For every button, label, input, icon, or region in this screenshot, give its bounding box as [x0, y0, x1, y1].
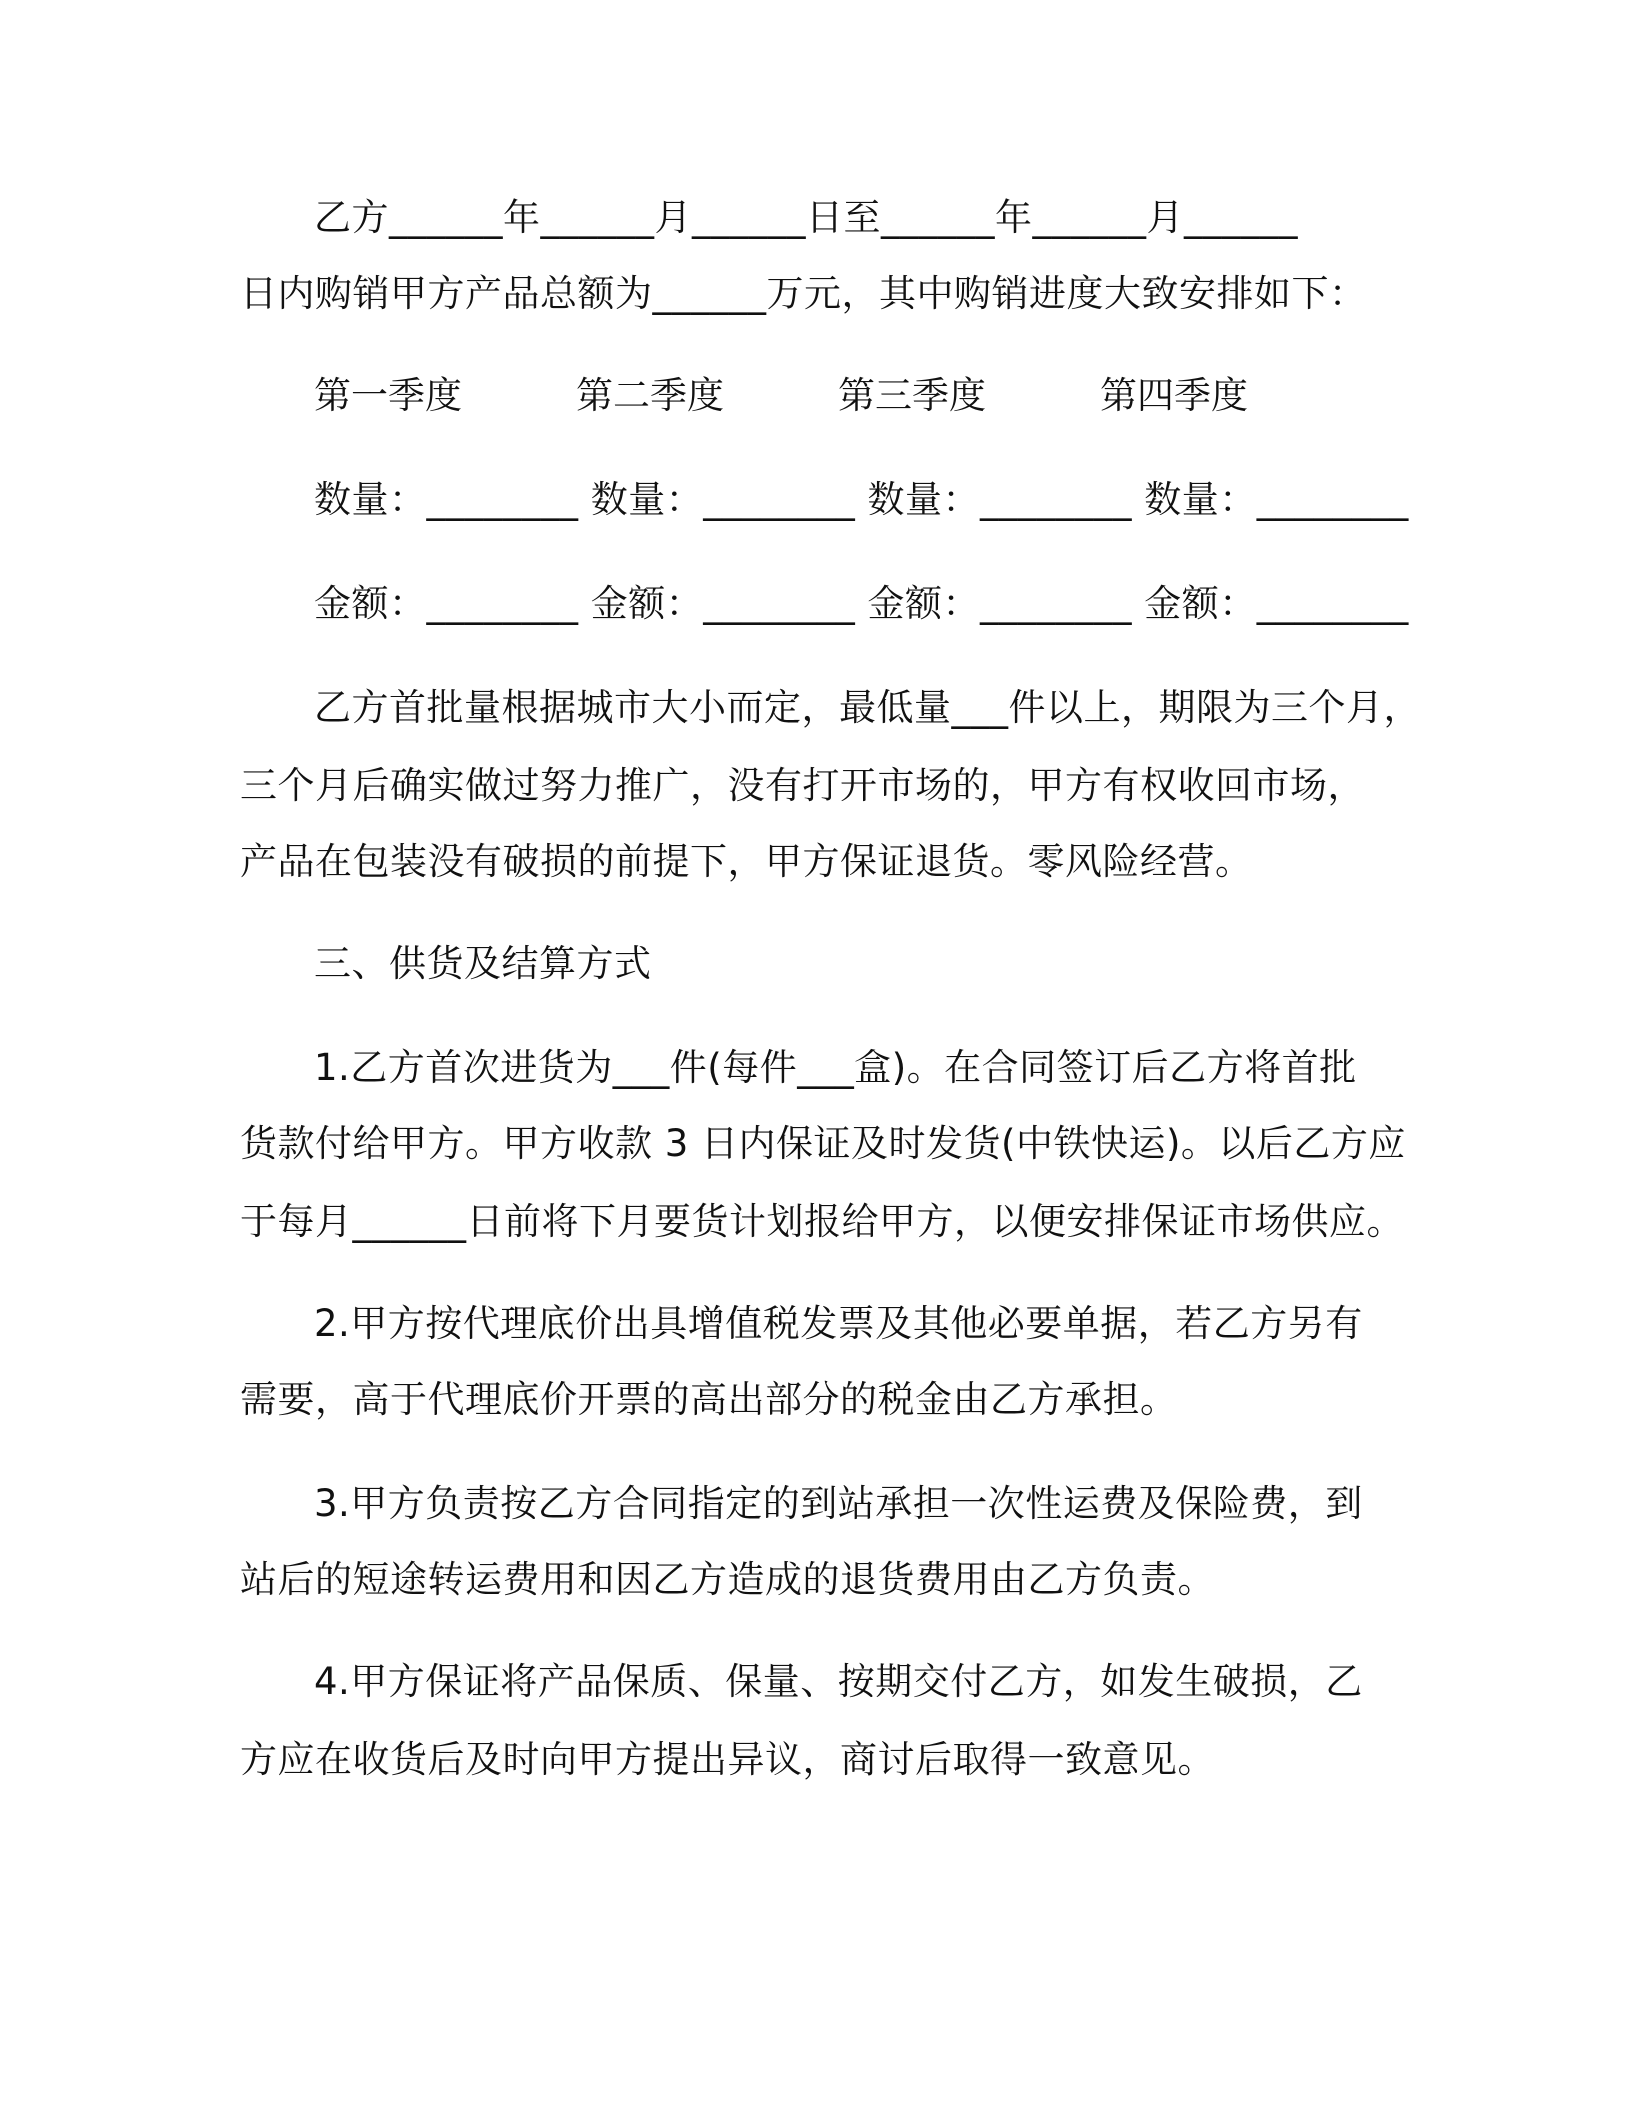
paragraph-first-batch-line-3: 产品在包装没有破损的前提下，甲方保证退货。零风险经营。 [240, 840, 1253, 883]
quarter-heading-3: 第三季度 [838, 374, 986, 417]
paragraph-period-line-1: 乙方______年______月______日至______年______月______ [314, 196, 1298, 239]
quarter-heading-1: 第一季度 [314, 374, 462, 417]
item-4-line-2: 方应在收货后及时向甲方提出异议，商讨后取得一致意见。 [240, 1738, 1215, 1781]
quantity-row: 数量：________ 数量：________ 数量：________ 数量：________ [314, 478, 1409, 521]
amount-row: 金额：________ 金额：________ 金额：________ 金额：________ [314, 582, 1409, 625]
item-1-line-1: 1.乙方首次进货为___件(每件___盒)。在合同签订后乙方将首批 [314, 1046, 1357, 1089]
item-3-line-2: 站后的短途转运费用和因乙方造成的退货费用由乙方负责。 [240, 1558, 1215, 1601]
item-4-line-1: 4.甲方保证将产品保质、保量、按期交付乙方，如发生破损，乙 [314, 1660, 1363, 1703]
section-3-heading: 三、供货及结算方式 [314, 942, 652, 985]
quarter-heading-4: 第四季度 [1100, 374, 1248, 417]
item-2-line-2: 需要，高于代理底价开票的高出部分的税金由乙方承担。 [240, 1378, 1178, 1421]
item-2-line-1: 2.甲方按代理底价出具增值税发票及其他必要单据，若乙方另有 [314, 1302, 1363, 1345]
item-3-line-1: 3.甲方负责按乙方合同指定的到站承担一次性运费及保险费，到 [314, 1482, 1363, 1525]
quarter-heading-2: 第二季度 [576, 374, 724, 417]
quarter-headings [314, 372, 1362, 420]
paragraph-first-batch-line-2: 三个月后确实做过努力推广，没有打开市场的，甲方有权收回市场， [240, 764, 1365, 807]
paragraph-first-batch-line-1: 乙方首批量根据城市大小而定，最低量___件以上，期限为三个月， [314, 686, 1421, 729]
paragraph-period-line-2: 日内购销甲方产品总额为______万元，其中购销进度大致安排如下： [240, 272, 1367, 315]
item-1-line-3: 于每月______日前将下月要货计划报给甲方，以便安排保证市场供应。 [240, 1200, 1404, 1243]
item-1-line-2: 货款付给甲方。甲方收款 3 日内保证及时发货(中铁快运)。以后乙方应 [240, 1122, 1406, 1165]
